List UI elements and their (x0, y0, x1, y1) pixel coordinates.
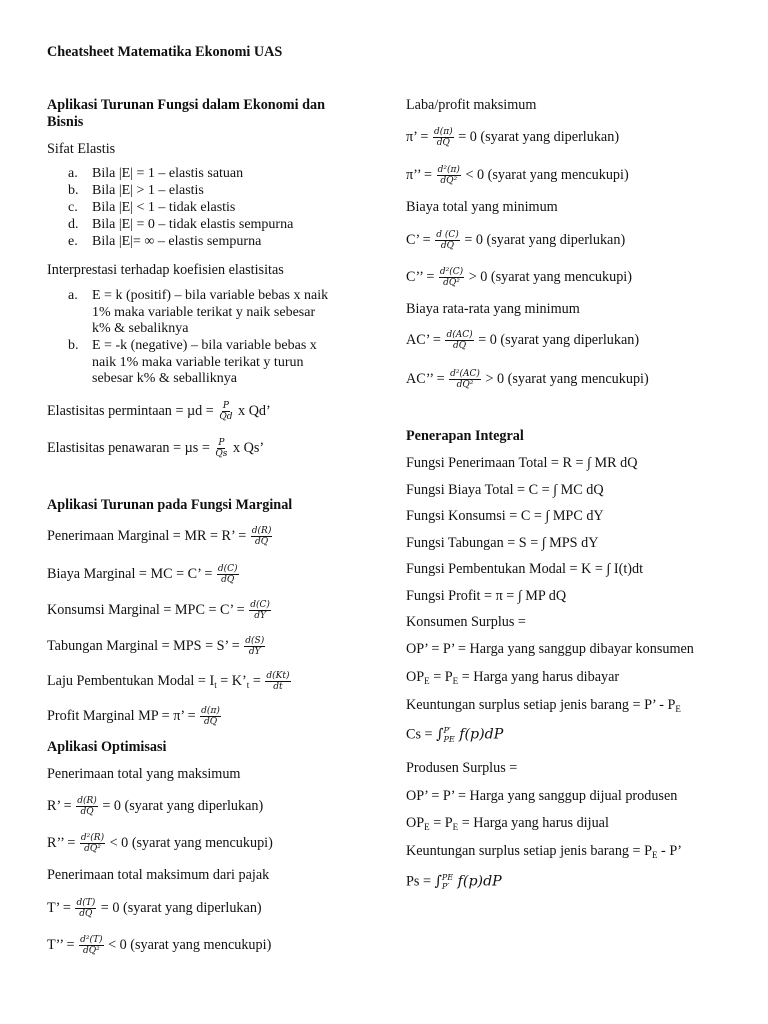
profit-first-order-formula: π’ = $\frac{d(\pi)}{dQ}$ = 0 (syarat yang diperlukan) (406, 127, 620, 148)
fraction: $\frac{P}{Qd}$ (219, 401, 233, 422)
marginal-consumption-formula: Konsumsi Marginal = MPC = C’ = $\frac{d(C)}{dY}$ (47, 600, 270, 621)
fraction: $\frac{d(R)}{dQ}$ (251, 526, 272, 547)
section-heading-optimization: Aplikasi Optimisasi (47, 739, 167, 755)
cost-second-order-formula: C’’ = $\frac{\text{d²(C)}}{\text{dQ²}}$ > 0 (syarat yang mencukupi) (406, 267, 632, 288)
elasticity-properties-label: Sifat Elastis (47, 141, 116, 157)
elasticity-list-item: b. Bila |E| > 1 – elastis (68, 183, 204, 198)
interpretation-label: Interprestasi terhadap koefisien elastisitas (47, 262, 284, 278)
producer-surplus-label: Produsen Surplus = (406, 760, 518, 776)
fraction: $\frac{d(C)}{dQ}$ (217, 564, 238, 585)
fraction: $\frac{d(R)}{dQ}$ (77, 796, 97, 817)
page-title: Cheatsheet Matematika Ekonomi UAS (47, 44, 283, 60)
tax-second-order-formula: T’’ = $\frac{\text{d²(T)}}{\text{dQ²}}$ < 0 (syarat yang mencukupi) (47, 935, 272, 956)
fraction: $\frac{d(S)}{dY}$ (245, 636, 265, 657)
fraction: $\frac{\text{d²(C)}}{\text{dQ²}}$ (439, 267, 464, 288)
cost-first-order-formula: C’ = $\frac{d (C)}{dQ}$ = 0 (syarat yang diperlukan) (406, 230, 626, 251)
demand-elasticity-formula: Elastisitas permintaan = µd = $\frac{P}{Qd}$ x Qd’ (47, 401, 271, 422)
consumer-surplus-integral: Cs = ∫ P′ PE f(p)dP (406, 726, 504, 744)
integral-formula: Fungsi Konsumsi = C = ∫ MPC dY (406, 508, 604, 524)
list-marker: b. (68, 338, 79, 353)
elasticity-list-item: d. Bila |E| = 0 – tidak elastis sempurna (68, 217, 294, 232)
fraction: $\frac{d(AC)}{dQ}$ (446, 330, 473, 351)
revenue-first-order-formula: R’ = $\frac{d(R)}{dQ}$ = 0 (syarat yang diperlukan) (47, 796, 264, 817)
fraction: $\frac{d(\pi)}{dQ}$ (201, 706, 220, 727)
producer-surplus-gain-line: Keuntungan surplus setiap jenis barang = $P_E$ - P’ (406, 843, 682, 860)
fraction: $\frac{P}{Qs}$ (215, 438, 228, 459)
fraction: $\frac{\text{d²(R)}}{\text{dQ²}}$ (80, 833, 105, 854)
marginal-profit-formula: Profit Marginal MP = π’ = $\frac{d(\pi)}{dQ}$ (47, 706, 220, 727)
elasticity-list-item: a. Bila |E| = 1 – elastis satuan (68, 166, 244, 181)
consumer-surplus-label: Konsumen Surplus = (406, 614, 526, 630)
capital-formation-formula: Laju Pembentukan Modal = $I_t$ = $K’_t$ = $\frac{d(Kt)}{dt}$ (47, 671, 290, 692)
max-profit-label: Laba/profit maksimum (406, 97, 537, 113)
supply-elasticity-formula: Elastisitas penawaran = µs = $\frac{P}{Qs}$ x Qs’ (47, 438, 265, 459)
marginal-cost-formula: Biaya Marginal = MC = C’ = $\frac{d(C)}{dQ}$ (47, 564, 238, 585)
integral-formula: Fungsi Profit = π = ∫ MP dQ (406, 587, 567, 604)
fraction: $\frac{d (C)}{dQ}$ (436, 230, 459, 251)
profit-second-order-formula: π’’ = $\frac{\text{d²(π)}}{\text{dQ²}}$ < 0 (syarat yang mencukupi) (406, 165, 629, 186)
interpretation-item-a: a. E = k (positif) – bila variable bebas x naik 1% maka variable terikat y naik sebesar k% & sebaliknya (68, 288, 329, 336)
fraction: $\frac{\text{d²(AC)}}{\text{dQ²}}$ (450, 369, 480, 390)
fraction: $\frac{\text{d²(π)}}{\text{dQ²}}$ (437, 165, 460, 186)
average-cost-first-order-formula: AC’ = $\frac{d(AC)}{dQ}$ = 0 (syarat yang diperlukan) (406, 330, 640, 351)
integral-formula: Fungsi Penerimaan Total = R = ∫ MR dQ (406, 455, 638, 471)
max-revenue-label: Penerimaan total yang maksimum (47, 766, 241, 782)
min-total-cost-label: Biaya total yang minimum (406, 199, 558, 215)
max-tax-revenue-label: Penerimaan total maksimum dari pajak (47, 867, 270, 883)
integral-formula: Fungsi Biaya Total = C = ∫ MC dQ (406, 481, 604, 498)
section-heading-marginal: Aplikasi Turunan pada Fungsi Marginal (47, 497, 293, 513)
marginal-saving-formula: Tabungan Marginal = MPS = S’ = $\frac{d(S)}{dY}$ (47, 636, 265, 657)
section-heading-derivative-applications-line2: Bisnis (47, 114, 84, 130)
producer-willing-price-line: OP’ = P’ = Harga yang sanggup dijual produsen (406, 788, 678, 804)
tax-first-order-formula: T’ = $\frac{d(T)}{dQ}$ = 0 (syarat yang diperlukan) (47, 898, 262, 919)
section-heading-derivative-applications: Aplikasi Turunan Fungsi dalam Ekonomi dan (47, 97, 325, 113)
marginal-revenue-formula: Penerimaan Marginal = MR = R’ = $\frac{d(R)}{dQ}$ (47, 526, 272, 547)
min-average-cost-label: Biaya rata-rata yang minimum (406, 301, 580, 317)
fraction: $\frac{\text{d²(T)}}{\text{dQ²}}$ (80, 935, 103, 956)
section-heading-integral: Penerapan Integral (406, 428, 524, 444)
producer-surplus-integral: Ps = ∫ PE P′ f(p)dP (406, 873, 502, 891)
consumer-paid-price-line: $OP_E = P_E$ = Harga yang harus dibayar (406, 669, 620, 686)
revenue-second-order-formula: R’’ = $\frac{\text{d²(R)}}{\text{dQ²}}$ < 0 (syarat yang mencukupi) (47, 833, 273, 854)
interpretation-item-b: b. E = -k (negative) – bila variable bebas x naik 1% maka variable terikat y turun sebesar k% & seballiknya (68, 338, 317, 386)
average-cost-second-order-formula: AC’’ = $\frac{\text{d²(AC)}}{\text{dQ²}}$ > 0 (syarat yang mencukupi) (406, 369, 649, 390)
fraction: $\frac{d(C)}{dY}$ (250, 600, 270, 621)
consumer-willing-price-line: OP’ = P’ = Harga yang sanggup dibayar konsumen (406, 641, 694, 657)
integral-formula: Fungsi Tabungan = S = ∫ MPS dY (406, 534, 599, 551)
fraction: $\frac{d(T)}{dQ}$ (76, 898, 96, 919)
list-marker: a. (68, 288, 78, 303)
consumer-surplus-gain-line: Keuntungan surplus setiap jenis barang = P’ - $P_E$ (406, 697, 681, 714)
elasticity-list-item: e. Bila |E|= ∞ – elastis sempurna (68, 234, 262, 249)
producer-sold-price-line: $OP_E = P_E$ = Harga yang harus dijual (406, 815, 609, 832)
fraction: $\frac{d(\pi)}{dQ}$ (433, 127, 453, 148)
elasticity-list-item: c. Bila |E| < 1 – tidak elastis (68, 200, 236, 215)
integral-formula: Fungsi Pembentukan Modal = K = ∫ I(t)dt (406, 561, 644, 577)
